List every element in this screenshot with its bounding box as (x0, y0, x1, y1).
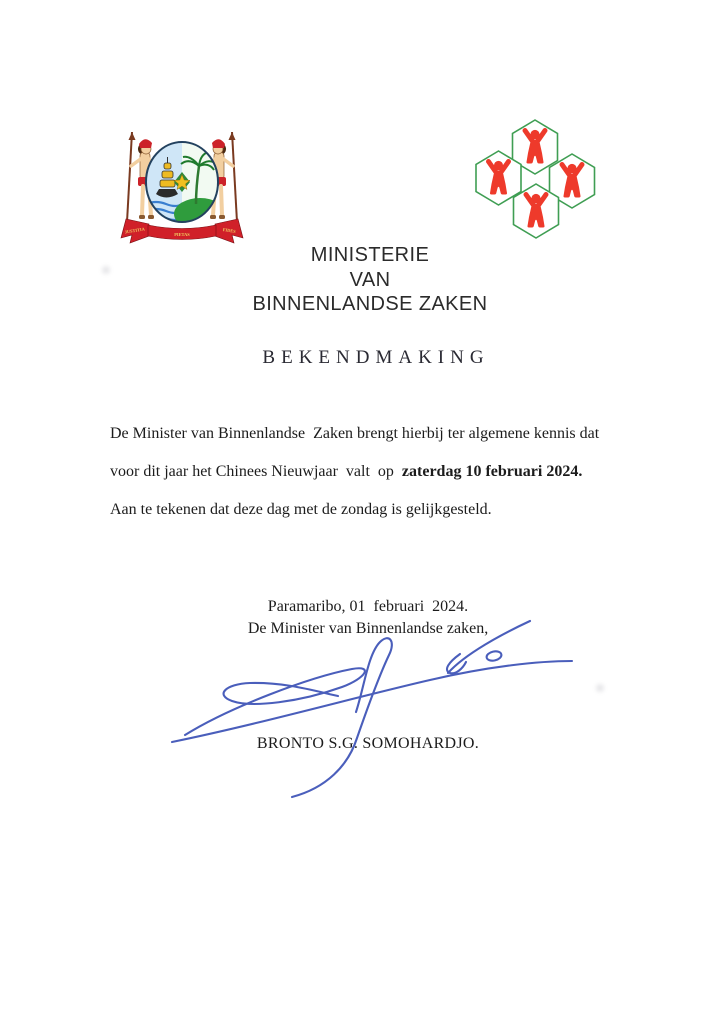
ministry-line-3: BINNENLANDSE ZAKEN (252, 293, 488, 315)
body-line-3: Aan te tekenen dat deze dag met de zondag is gelijkgesteld. (110, 501, 492, 518)
scan-smudge-right (596, 684, 604, 692)
ministry-name-block (8, 243, 724, 317)
body-line-1: De Minister van Binnenlandse Zaken brengt hierbij ter algemene kennis dat (110, 425, 600, 442)
suriname-coat-of-arms-icon (118, 122, 246, 248)
ministry-line-2: VAN (349, 268, 391, 291)
scan-smudge-left (102, 266, 110, 274)
motto-pietas: PIETAS (174, 232, 190, 237)
signatory-name: BRONTO S.G. SOMOHARDJO. (256, 735, 480, 752)
ministry-hexagon-logo-icon (473, 106, 603, 242)
place-date-line: Paramaribo, 01 februari 2024. (267, 598, 469, 615)
motto-fides: FIDES (222, 227, 237, 234)
body-line-2-regular: voor dit jaar het Chinees Nieuwjaar valt op (110, 463, 402, 480)
body-line-2 (110, 462, 650, 500)
document-title: BEKENDMAKING (262, 347, 490, 368)
ministry-line-1: MINISTERIE (310, 244, 430, 266)
motto-justitia: JUSTITIA (124, 226, 146, 235)
signature-icon (160, 592, 590, 807)
body-line-2-bold-date: zaterdag 10 februari 2024. (401, 463, 583, 480)
announcement-body (110, 424, 650, 538)
signatory-title-line: De Minister van Binnenlandse zaken, (247, 620, 489, 637)
